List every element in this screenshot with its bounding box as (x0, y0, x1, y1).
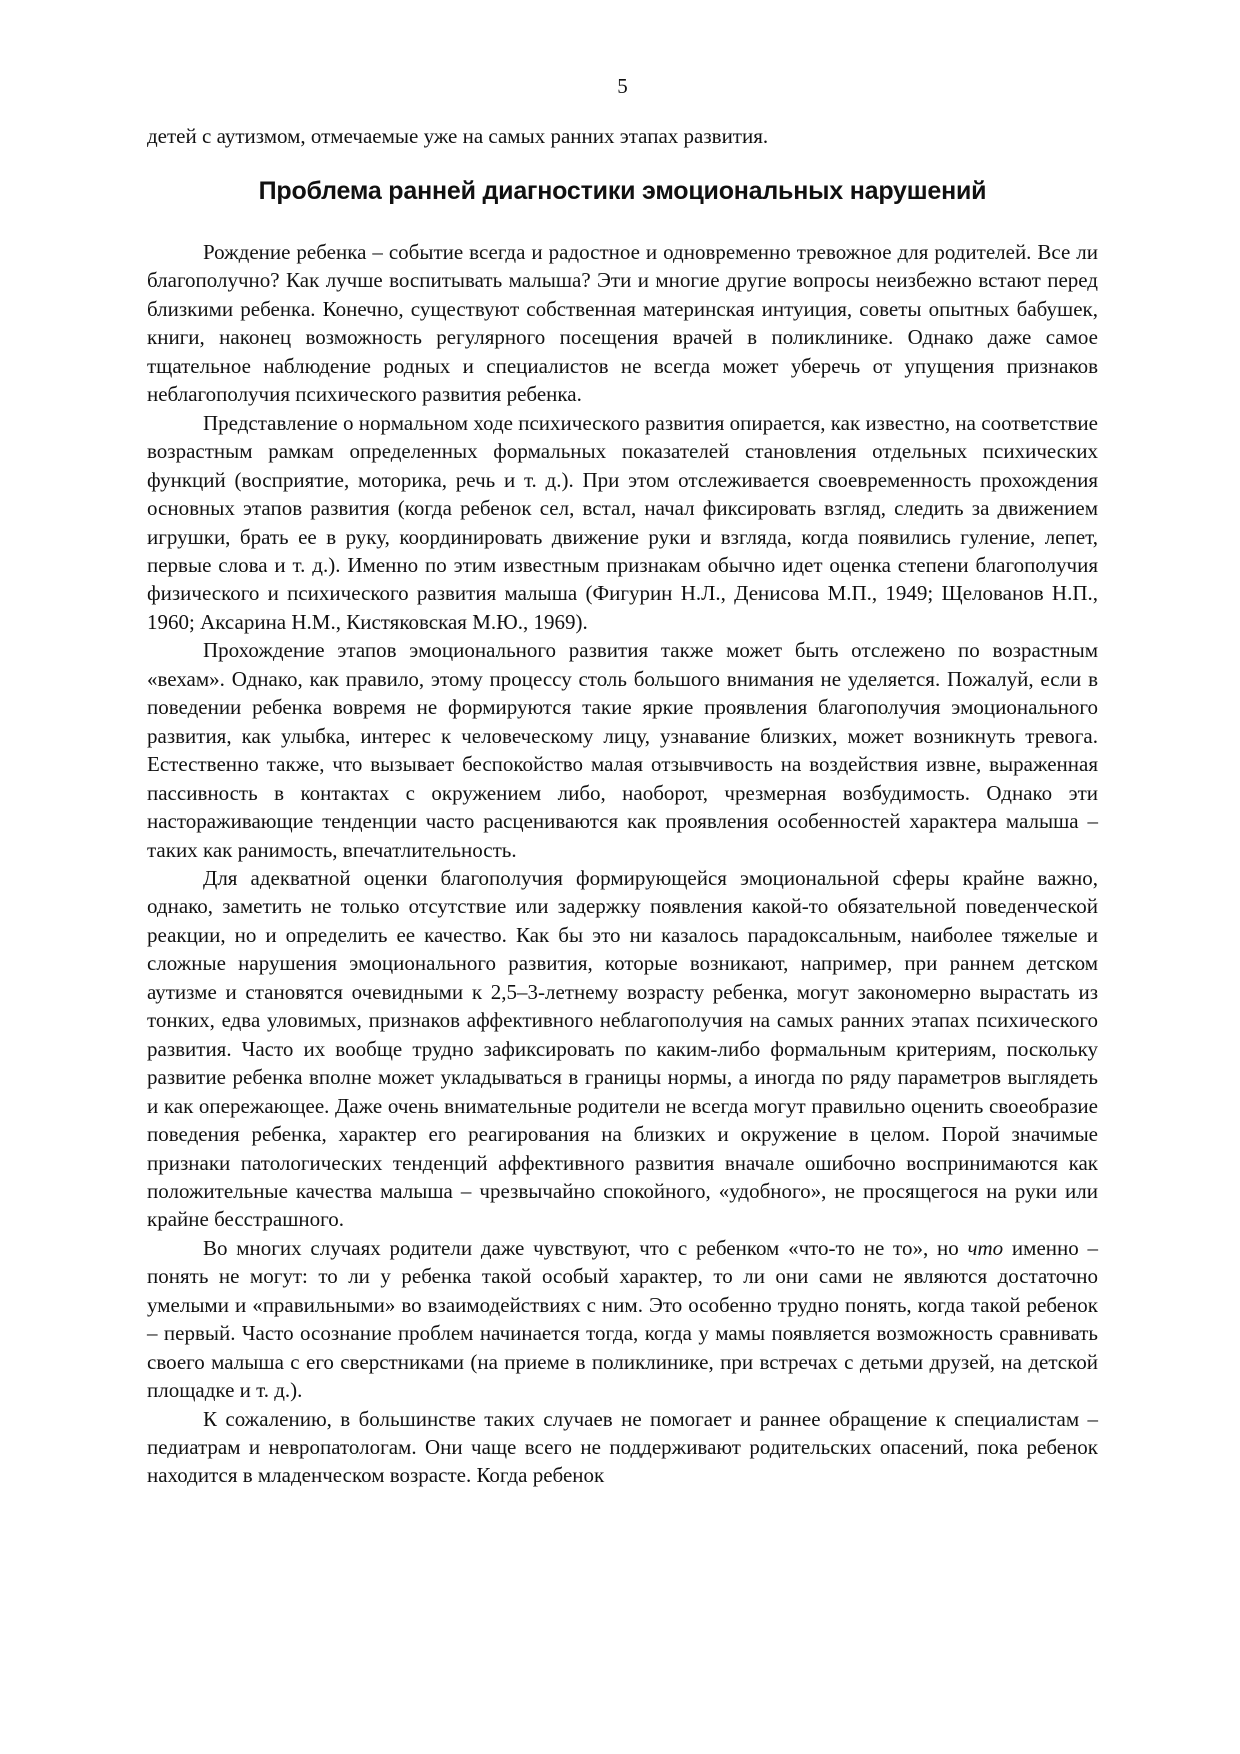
paragraph-5-end: именно – понять не могут: то ли у ребенка такой особый характер, то ли они сами не являются достаточно умелыми и «правильными» во взаимодействиях с ним. Это особенно трудно понять, когда такой ребенок – первый. Часто осознание проблем начинается тогда, когда у мамы появляется возможность сравнивать своего малыша с его сверстниками (на приеме в поликлинике, при встречах с детьми друзей, на детской площадке и т. д.). (147, 1235, 1099, 1403)
page-number: 5 (617, 74, 628, 98)
paragraph-1: Рождение ребенка – событие всегда и радостное и одновременно тревожное для родителей. Все ли благополучно? Как лучше воспитывать малыша? Эти и многие другие вопросы неизбежно встают перед близкими ребенка. Конечно, существуют собственная материнская интуиция, советы опытных бабушек, книги, наконец возможность регулярного посещения врачей в поликлинике. Однако даже самое тщательное наблюдение родных и специалистов не всегда может уберечь от упущения признаков неблагополучия психического развития ребенка. (147, 240, 1098, 407)
paragraph-3: Прохождение этапов эмоционального развития также может быть отслежено по возрастным «вехам». Однако, как правило, этому процессу столь большого внимания не уделяется. Пожалуй, если в поведении ребенка вовремя не формируются такие яркие проявления благополучия эмоционального развития, как улыбка, интерес к человеческому лицу, узнавание близких, может возникнуть тревога. Естественно также, что вызывает беспокойство малая отзывчивость на воздействия извне, выраженная пассивность в контактах с окружением либо, наоборот, чрезмерная возбудимость. Однако эти настораживающие тенденции часто расцениваются как проявления особенностей характера малыша – таких как ранимость, впечатлительность. (147, 638, 1098, 862)
paragraph-5-italic: что (967, 1235, 1004, 1260)
carry-over-text: детей с аутизмом, отмечаемые уже на самых ранних этапах развития. (147, 124, 769, 148)
section-title: Проблема ранней диагностики эмоциональных нарушений (258, 177, 987, 205)
paragraph-5-start: Во многих случаях родители даже чувствуют, что с ребенком «что-то не то», но (203, 1235, 968, 1260)
paragraph-2: Представление о нормальном ходе психического развития опирается, как известно, на соответствие возрастным рамкам определенных формальных показателей становления отдельных психических функций (восприятие, моторика, речь и т. д.). При этом отслеживается своевременность прохождения основных этапов развития (когда ребенок сел, встал, начал фиксировать взгляд, следить за движением игрушки, брать ее в руку, координировать движение руки и взгляда, когда появились гуление, лепет, первые слова и т. д.). Именно по этим известным признакам обычно идет оценка степени благополучия физического и психического развития малыша (Фигурин Н.Л., Денисова М.П., 1949; Щелованов Н.П., 1960; Аксарина Н.М., Кистяковская М.Ю., 1969). (147, 410, 1098, 634)
paragraph-5 (147, 1234, 1098, 1405)
body-paragraphs (147, 238, 1098, 1490)
paragraph-6: К сожалению, в большинстве таких случаев не помогает и раннее обращение к специалистам – педиатрам и невропатологам. Они чаще всего не поддерживают родительских опасений, пока ребенок находится в младенческом возрасте. Когда ребенок (147, 1406, 1098, 1488)
paragraph-4: Для адекватной оценки благополучия формирующейся эмоциональной сферы крайне важно, однако, заметить не только отсутствие или задержку появления какой-то обязательной поведенческой реакции, но и определить ее качество. Как бы это ни казалось парадоксальным, наиболее тяжелые и сложные нарушения эмоционального развития, которые возникают, например, при раннем детском аутизме и становятся очевидными к 2,5–3-летнему возрасту ребенка, могут закономерно вырастать из тонких, едва уловимых, признаков аффективного неблагополучия на самых ранних этапах психического развития. Часто их вообще трудно зафиксировать по каким-либо формальным критериям, поскольку развитие ребенка вполне может укладываться в границы нормы, а иногда по ряду параметров выглядеть и как опережающее. Даже очень внимательные родители не всегда могут правильно оценить своеобразие поведения ребенка, характер его реагирования на близких и окружение в целом. Порой значимые признаки патологических тенденций аффективного развития вначале ошибочно воспринимаются как положительные качества малыша – чрезвычайно спокойного, «удобного», не просящегося на руки или крайне бесстрашного. (147, 865, 1098, 1232)
